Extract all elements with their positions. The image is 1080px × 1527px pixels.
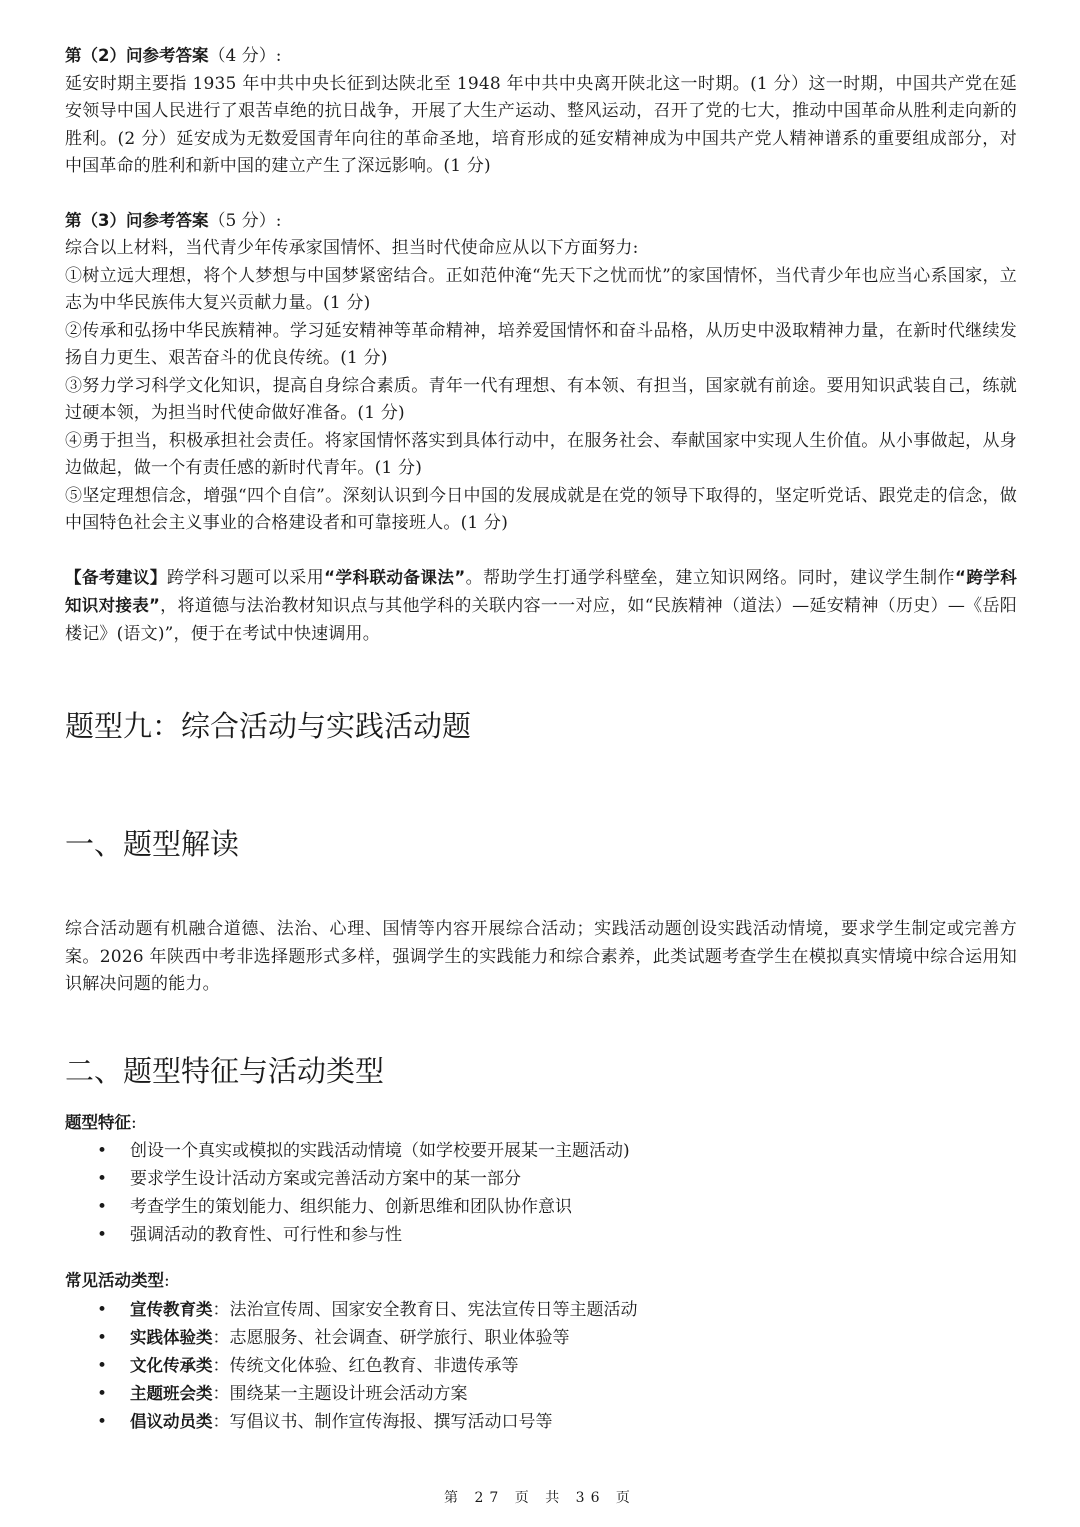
list-item xyxy=(65,1221,1017,1249)
q2-heading: 第（2）问参考答案 xyxy=(65,46,209,65)
list-item xyxy=(65,1324,1017,1352)
q3-heading: 第（3）问参考答案 xyxy=(65,210,209,230)
types-label-line: 常见活动类型: xyxy=(65,1271,170,1291)
section-2-title: 二、题型特征与活动类型 xyxy=(65,1053,385,1088)
type-desc: ：志愿服务、社会调查、研学旅行、职业体验等 xyxy=(212,1327,570,1348)
type-desc: ：写倡议书、制作宣传海报、撰写活动口号等 xyxy=(212,1411,553,1432)
type-name: 倡议动员类 xyxy=(130,1411,213,1431)
bullet-icon: • xyxy=(97,1327,108,1348)
advice-keyword-2: “跨学科知识对接表” xyxy=(65,567,1017,615)
q3-point-2: ②传承和弘扬中华民族精神。学习延安精神等革命精神，培养爱国情怀和奋斗品格，从历史中汲取精神力量，在新时代继续发扬自力更生、艰苦奋斗的优良传统。(1 分) xyxy=(65,320,1017,368)
features-label-line: 题型特征: xyxy=(65,1112,137,1133)
bullet-icon: • xyxy=(97,1383,108,1404)
type-name: 实践体验类 xyxy=(130,1327,213,1347)
features-label: 题型特征 xyxy=(65,1112,131,1132)
q3-heading-line xyxy=(65,207,1017,236)
advice-label: 【备考建议】 xyxy=(65,567,167,587)
bullet-icon: • xyxy=(97,1225,108,1245)
list-item xyxy=(65,1193,1017,1221)
type-name: 文化传承类 xyxy=(130,1355,213,1375)
feature-text: 强调活动的教育性、可行性和参与性 xyxy=(130,1225,402,1245)
bullet-icon: • xyxy=(97,1141,108,1161)
feature-text: 考查学生的策划能力、组织能力、创新思维和团队协作意识 xyxy=(130,1197,572,1217)
type-desc: ：法治宣传周、国家安全教育日、宪法宣传日等主题活动 xyxy=(212,1299,638,1320)
feature-text: 要求学生设计活动方案或完善活动方案中的某一部分 xyxy=(130,1169,521,1189)
bullet-icon: • xyxy=(97,1169,108,1189)
document-page xyxy=(65,42,1017,1436)
exam-advice xyxy=(65,564,1017,649)
question-type-title: 题型九：综合活动与实践活动题 xyxy=(65,709,472,743)
activity-types-list xyxy=(65,1296,1017,1436)
q2-answer: 延安时期主要指 1935 年中共中央长征到达陕北至 1948 年中共中央离开陕北这一时期。(1 分）这一时期，中国共产党在延安领导中国人民进行了艰苦卓绝的抗日战争，开展了大生产运动、整风运动，召开了党的七大，推动中国革命从胜利走向新的胜利。(2 分）延安成为无数爱国青年向往的革命圣地，培育形成的延安精神成为中国共产党人精神谱系的重要组成部分，对中国革命的胜利和新中国的建立产生了深远影响。(1 分) xyxy=(65,73,1017,176)
bullet-icon: • xyxy=(97,1355,108,1376)
type-desc: ：传统文化体验、红色教育、非遗传承等 xyxy=(212,1355,519,1376)
list-item xyxy=(65,1408,1017,1436)
type-name: 宣传教育类 xyxy=(130,1299,213,1319)
list-item xyxy=(65,1296,1017,1324)
types-label: 常见活动类型 xyxy=(65,1271,164,1290)
q3-point-4: ④勇于担当，积极承担社会责任。将家国情怀落实到具体行动中，在服务社会、奉献国家中实现人生价值。从小事做起，从身边做起，做一个有责任感的新时代青年。(1 分) xyxy=(65,430,1017,478)
q3-score: （5 分）: xyxy=(208,210,282,231)
type-name: 主题班会类 xyxy=(130,1383,213,1403)
type-desc: ：围绕某一主题设计班会活动方案 xyxy=(212,1383,468,1404)
bullet-icon: • xyxy=(97,1411,108,1432)
section-1-body: 综合活动题有机融合道德、法治、心理、国情等内容开展综合活动；实践活动题创设实践活动情境，要求学生制定或完善方案。2026 年陕西中考非选择题形式多样，强调学生的实践能力和综合素养，此类试题考查学生在模拟真实情境中综合运用知识解决问题的能力。 xyxy=(65,919,1017,994)
bullet-icon: • xyxy=(97,1299,108,1320)
page-number: 第 27 页 共 36 页 xyxy=(444,1490,636,1506)
q3-intro: 综合以上材料，当代青少年传承家国情怀、担当时代使命应从以下方面努力: xyxy=(65,238,639,258)
advice-text-1: 跨学科习题可以采用 xyxy=(166,567,325,588)
advice-text-2: 。帮助学生打通学科壁垒，建立知识网络。同时，建议学生制作 xyxy=(465,567,955,588)
list-item xyxy=(65,1352,1017,1380)
q3-point-5: ⑤坚定理想信念，增强“四个自信”。深刻认识到今日中国的发展成就是在党的领导下取得的，坚定听党话、跟党走的信念，做中国特色社会主义事业的合格建设者和可靠接班人。(1 分) xyxy=(65,485,1017,533)
q3-point-1: ①树立远大理想，将个人梦想与中国梦紧密结合。正如范仲淹“先天下之忧而忧”的家国情怀，当代青少年也应当心系国家，立志为中华民族伟大复兴贡献力量。(1 分) xyxy=(65,265,1017,313)
q2-heading-line xyxy=(65,42,1017,71)
advice-keyword-1: “学科联动备课法” xyxy=(324,567,466,587)
advice-text-3: ，将道德与法治教材知识点与其他学科的关联内容一一对应，如“民族精神（道法）—延安精神（历史）—《岳阳楼记》(语文)”，便于在考试中快速调用。 xyxy=(65,596,1017,644)
q3-point-3: ③努力学习科学文化知识，提高自身综合素质。青年一代有理想、有本领、有担当，国家就有前途。要用知识武装自己，练就过硬本领，为担当时代使命做好准备。(1 分) xyxy=(65,375,1017,423)
feature-text: 创设一个真实或模拟的实践活动情境（如学校要开展某一主题活动) xyxy=(130,1141,630,1161)
features-list xyxy=(65,1137,1017,1249)
list-item xyxy=(65,1380,1017,1408)
list-item xyxy=(65,1165,1017,1193)
section-1-title: 一、题型解读 xyxy=(65,827,240,861)
list-item xyxy=(65,1137,1017,1165)
bullet-icon: • xyxy=(97,1197,108,1217)
q2-score: （4 分）: xyxy=(208,46,282,66)
